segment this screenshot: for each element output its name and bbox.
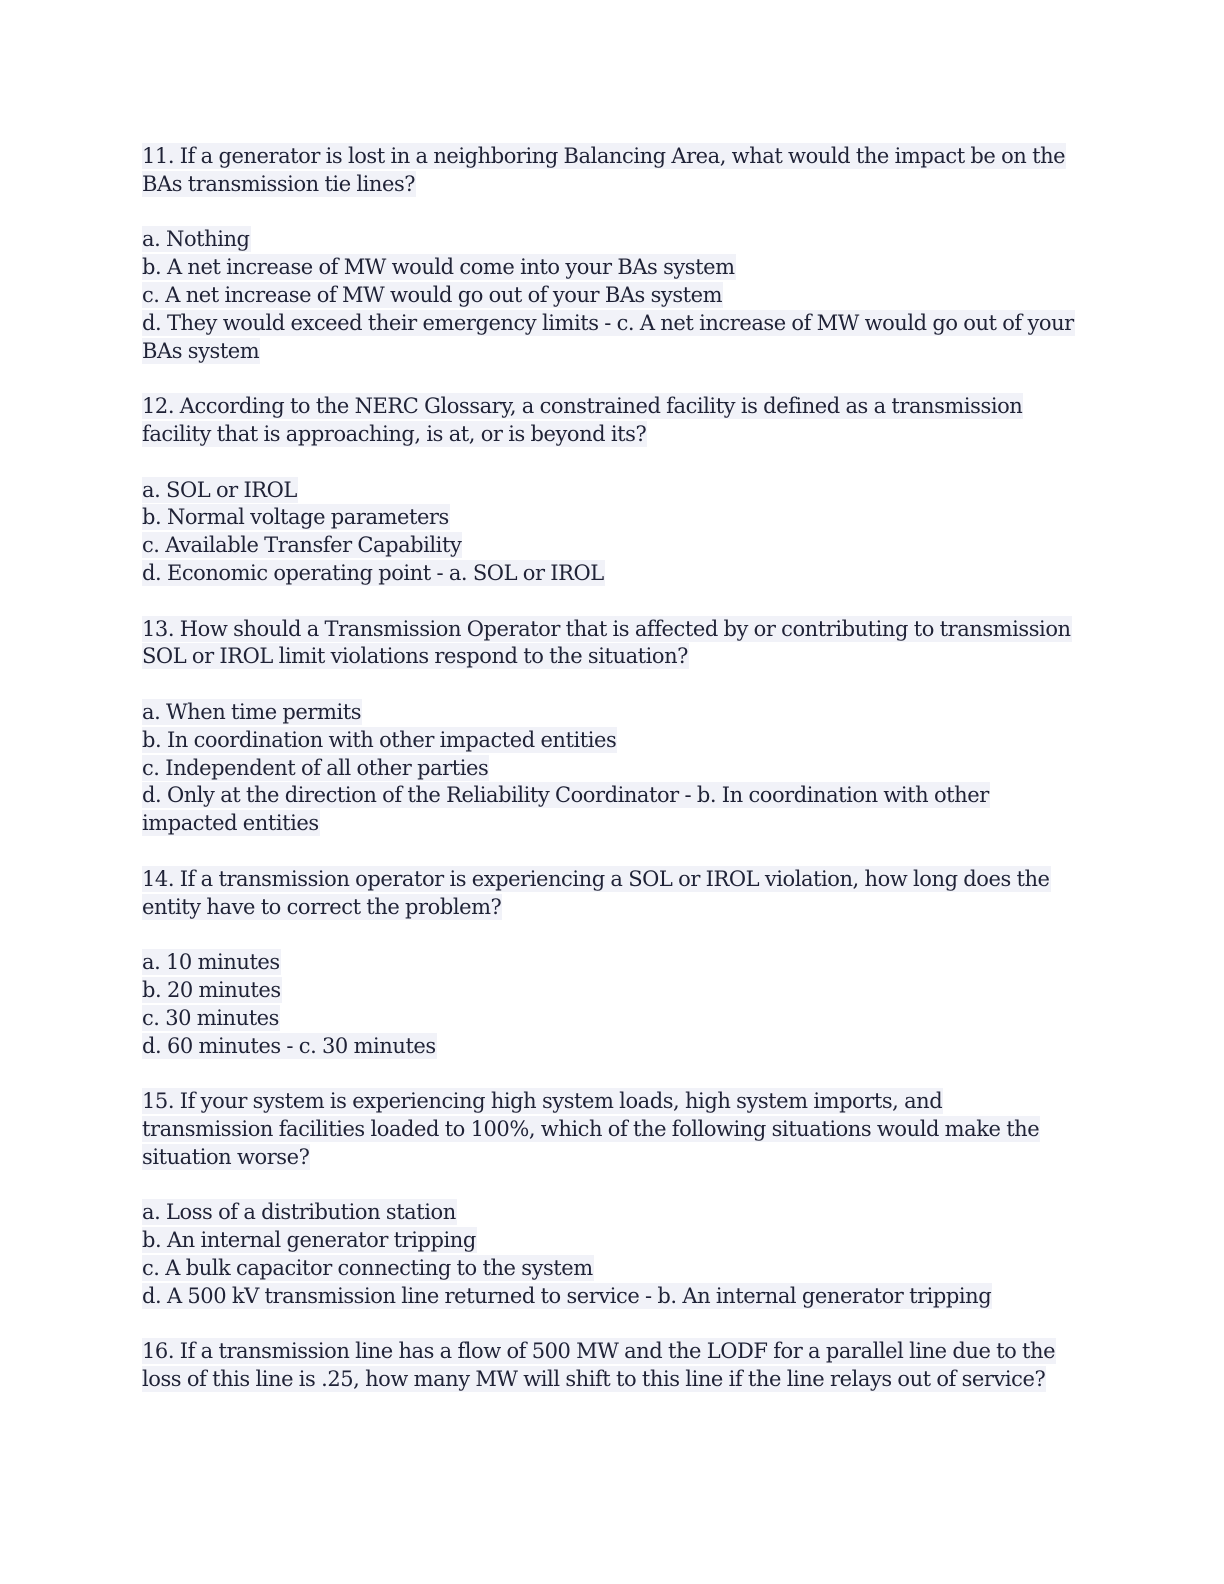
question-11 [142,143,1082,199]
document-page [142,143,1082,1422]
option-line: b. An internal generator tripping [142,1228,476,1253]
option-line: a. Nothing [142,227,250,252]
question-text-line: BAs transmission tie lines? [142,171,416,196]
question-text-line: loss of this line is .25, how many MW will shift to this line if the line relays out of service? [142,1367,1046,1392]
option-line: a. Loss of a distribution station [142,1200,456,1225]
option-line: c. A bulk capacitor connecting to the system [142,1255,593,1280]
option-line: d. A 500 kV transmission line returned to service - b. An internal generator tripping [142,1283,992,1308]
question-text-line: 15. If your system is experiencing high system loads, high system imports, and [142,1089,943,1114]
option-line: c. 30 minutes [142,1005,279,1030]
question-text-line: 13. How should a Transmission Operator that is affected by or contributing to transmission [142,616,1071,641]
options-15 [142,1199,1082,1310]
question-text-line: transmission facilities loaded to 100%, which of the following situations would make the [142,1116,1040,1141]
options-13 [142,699,1082,838]
options-11 [142,226,1082,365]
options-12 [142,477,1082,588]
question-text-line: 11. If a generator is lost in a neighboring Balancing Area, what would the impact be on the [142,144,1066,168]
question-15 [142,1088,1082,1171]
question-text-line: 16. If a transmission line has a flow of 500 MW and the LODF for a parallel line due to the [142,1339,1056,1364]
question-text-line: 14. If a transmission operator is experiencing a SOL or IROL violation, how long does the [142,866,1050,891]
option-line: d. 60 minutes - c. 30 minutes [142,1033,436,1058]
option-line: BAs system [142,338,260,363]
option-line: d. They would exceed their emergency limits - c. A net increase of MW would go out of your [142,310,1074,335]
option-line: b. In coordination with other impacted entities [142,727,617,752]
option-line: d. Economic operating point - a. SOL or IROL [142,560,604,585]
option-line: c. A net increase of MW would go out of your BAs system [142,282,723,307]
option-line: a. 10 minutes [142,950,280,975]
option-line: b. 20 minutes [142,977,281,1002]
option-line: b. A net increase of MW would come into your BAs system [142,255,735,280]
question-text-line: entity have to correct the problem? [142,894,502,919]
question-12 [142,393,1082,449]
question-text-line: 12. According to the NERC Glossary, a constrained facility is defined as a transmission [142,394,1023,419]
option-line: b. Normal voltage parameters [142,505,449,530]
option-line: c. Independent of all other parties [142,755,489,780]
question-text-line: facility that is approaching, is at, or is beyond its? [142,421,647,446]
question-13 [142,616,1082,672]
question-14 [142,866,1082,922]
option-line: d. Only at the direction of the Reliability Coordinator - b. In coordination with other [142,783,989,808]
option-line: c. Available Transfer Capability [142,533,462,558]
option-line: a. SOL or IROL [142,477,297,502]
options-14 [142,949,1082,1060]
option-line: impacted entities [142,811,319,836]
question-text-line: situation worse? [142,1144,310,1169]
question-text-line: SOL or IROL limit violations respond to the situation? [142,644,688,669]
option-line: a. When time permits [142,699,362,724]
question-16 [142,1338,1082,1394]
